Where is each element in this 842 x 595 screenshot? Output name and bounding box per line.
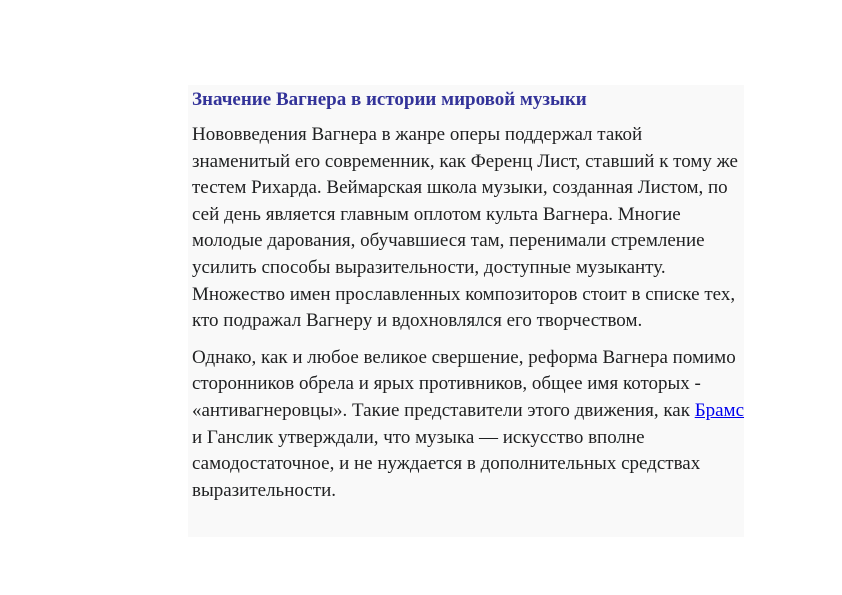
article-block [188,85,744,537]
article-paragraph-2 [192,345,744,505]
paragraph-2-text-end: и Ганслик утверждали, что музыка — искусство вполне самодостаточное, и не нуждается в дополнительных средствах выразительности. [192,426,701,501]
paragraph-2-text-start: Однако, как и любое великое свершение, реформа Вагнера помимо сторонников обрела и ярых противников, общее имя которых - «антивагнеровцы». Такие представители этого движения, как [192,346,736,421]
article-heading: Значение Вагнера в истории мировой музыки [192,89,587,110]
brahms-link[interactable]: Брамс [694,399,745,421]
article-paragraph-1: Нововведения Вагнера в жанре оперы поддержал такой знаменитый его современник, как Ференц Лист, ставший к тому же тестем Рихарда. Веймарская школа музыки, созданная Листом, по сей день является главным оплотом культа Вагнера. Многие молодые дарования, обучавшиеся там, перенимали стремление усилить способы выразительности, доступные музыканту. Множество имен прославленных композиторов стоит в списке тех, кто подражал Вагнеру и вдохновлялся его творчеством. [192,124,738,332]
